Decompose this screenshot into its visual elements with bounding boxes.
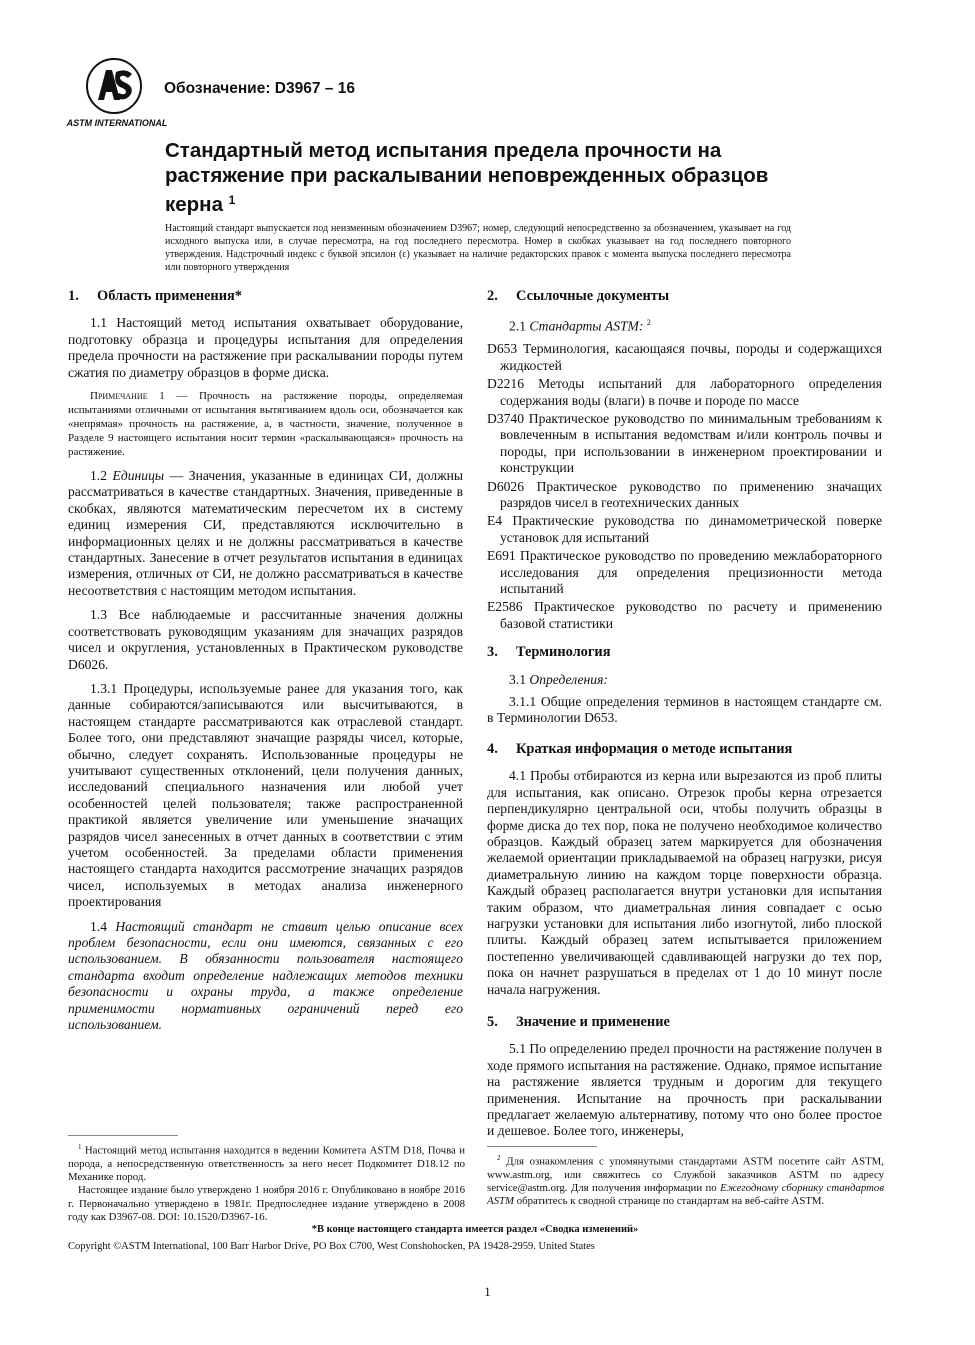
title-text: Стандартный метод испытания предела прочности на растяжение при раскалывании неповрежденных образцов керна (165, 139, 769, 216)
left-column (68, 288, 463, 1033)
copyright: Copyright ©ASTM International, 100 Barr Harbor Drive, PO Box C700, West Conshohocken, PA 19428-2959. United States (68, 1241, 595, 1252)
issuance-note: Настоящий стандарт выпускается под неизменным обозначением D3967; номер, следующий непосредственно за обозначением, указывает на год исходного выпуска или, в случае пересмотра, на год последнего пересмотра. Номер в скобках указывает на год последнего повторного утверждения. Надстрочный индекс с буквой эпсилон (ε) указывает на наличие редакторских правок с момента выпуска последнего пересмотра или повторного утверждения (165, 223, 791, 273)
paragraph-2-1: 2.1 Стандарты ASTM: $^2$ (509, 318, 651, 334)
paragraph-3-1: 3.1 Определения: (509, 671, 608, 687)
reference-item: D653 Терминология, касающаяся почвы, породы и содержащихся жидкостей (487, 341, 882, 373)
note-1: Примечание 1 — Прочность на растяжение породы, определяемая испытаниями отличными от испытания вытягиванием вдоль оси, обозначается как «непрямая» прочность на растяжение, а, в частности, значение, полученное в Разделе 9 настоящего испытания носит термин «раскалывающаяся» прочность на растяжение. (68, 390, 463, 459)
section-5-heading: 5. Значение и применение (487, 1013, 670, 1030)
section-4-heading: 4. Краткая информация о методе испытания (487, 740, 793, 757)
reference-item: E691 Практическое руководство по проведению межлабораторного исследования для определения прецизионности метода испытаний (487, 548, 882, 597)
section-1-heading: 1. Область применения* (68, 288, 242, 304)
reference-item: D6026 Практическое руководство по применению значащих разрядов чисел в геотехнических данных (487, 478, 882, 510)
reference-item: E2586 Практическое руководство по расчету и применению базовой статистики (487, 599, 882, 631)
footnote-rule-left (68, 1135, 178, 1136)
paragraph-1-3: 1.3 Все наблюдаемые и рассчитанные значения должны соответствовать руководящим указаниям для значащих разрядов чисел и округления, установленных в Практическом руководстве D6026. (68, 607, 463, 672)
page-number: 1 (484, 1284, 491, 1299)
footnote-rule-right (487, 1146, 597, 1147)
paragraph-5-1: 5.1 По определению предел прочности на растяжение получен в ходе прямого испытания на растяжение. Однако, прямое испытание на растяжение является трудным и дорогим для текущего применения. Испытание на прочность при раскалывании предлагает желаемую альтернативу, потому что оно более простое и дешевое. Более того, инженеры, (487, 1041, 882, 1139)
title-footnote-mark: 1 (228, 193, 236, 207)
logo-wordmark: ASTM INTERNATIONAL (66, 118, 168, 128)
section-3-heading: 3. Терминология (487, 644, 611, 661)
reference-item: E4 Практические руководства по динамометрической поверке установок для испытаний (487, 513, 882, 545)
document-title (165, 138, 825, 217)
section-2-heading: 2. Ссылочные документы (487, 288, 670, 304)
summary-of-changes-note: *В конце настоящего стандарта имеется раздел «Сводка изменений» (311, 1224, 639, 1235)
paragraph-1-1: 1.1 Настоящий метод испытания охватывает оборудование, подготовку образца и процедуры испытания для определения предела прочности на растяжение при раскалывании породы путем сжатия по диаметру образцов в форме диска. (68, 315, 463, 380)
footnote-2: $^2$ Для ознакомления с упомянутыми стандартами ASTM посетите сайт ASTM, www.astm.org, или свяжитесь со Службой заказчиков ASTM по адресу service@astm.org. Для получения информации по Ежегодному сборнику стандартов ASTM обратитесь к сводной странице по стандартам на веб-сайте ASTM. (487, 1154, 885, 1208)
paragraph-3-1-1: 3.1.1 Общие определения терминов в настоящем стандарте см. в Терминологии D653. (487, 694, 882, 726)
paragraph-4-1: 4.1 Пробы отбираются из керна или вырезаются из проб плиты для испытания, как описано. Отрезок пробы керна отрезается перпендикулярно центральной оси, чтобы получить образцы в форме диска до тех пор, пока не получено необходимое количество образцов. Каждый образец затем маркируется для обозначения желаемой ориентации прикладываемой на образец нагрузки, рисуя диаметральную линию на каждом торце поверхности образца. Каждый образец располагается внутри установки для испытания таким образом, что диаметральная линия совпадает с осью нагрузки установки для испытания либо изогнутой, либо плоской плиты. Каждый образец затем испытывается приложением постепенно увеличивающей сдавливающей нагрузки до тех пор, пока он начнет разрушаться в пределах от 1 до 10 минут после начала нагружения. (487, 768, 882, 997)
paragraph-1-4: 1.4 Настоящий стандарт не ставит целью описание всех проблем безопасности, если они имеются, связанных с его использованием. В обязанности пользователя настоящего стандарта входит определение надлежащих методов техники безопасности и охраны труда, а также определение применимости нормативных ограничений перед его использованием. (68, 918, 463, 1033)
right-column (487, 288, 882, 1140)
reference-item: D2216 Методы испытаний для лабораторного определения содержания воды (влаги) в почве и породе по массе (487, 376, 882, 408)
paragraph-1-3-1: 1.3.1 Процедуры, используемые ранее для указания того, как данные собираются/записываются или высчитываются, в настоящем стандарте рассматриваются как отраслевой стандарт. Более того, они представляют значащие разряды чисел, которые, обычно, следует сохранять. Использованные процедуры не учитывают существенных отклонений, цели получения данных, исследований специального назначения или любой учет особенностей целей пользователя; также распространенной практикой является увеличение или уменьшение значащих разрядов чисел занесенных в отчет данных в соответствии с этим учетом особенностей. За пределами области применения настоящего стандарта находится рассмотрение значащих разрядов чисел, используемых в методах анализа инженерного проектирования (68, 680, 463, 910)
astm-logo (66, 56, 168, 130)
designation: Обозначение: D3967 – 16 (164, 80, 355, 97)
paragraph-1-2: 1.2 Единицы — Значения, указанные в единицах СИ, должны рассматриваться в качестве стандартных. Значения, приведенные в скобках, являются математическим пересчетом их в систему единиц измерения СИ, представляются исключительно в информационных целях и не должны рассматриваться в качестве стандартных. Занесение в отчет результатов испытания в единицах измерения, отличных от СИ, не должно рассматриваться в качестве несоответствия с настоящим методом испытания. (68, 468, 463, 598)
footnote-1: $^1$ Настоящий метод испытания находится в ведении Комитета ASTM D18, Почва и порода, а непосредственную ответственность за него несет Подкомитет D18.12 по Механике пород. Настоящее издание было утверждено 1 ноября 2016 г. Опубликовано в ноябре 2016 г. Первоначально утверждено в 1981г. Предпоследнее издание утверждено в 2008 году как D3967-08. DOI: 10.1520/D3967-16. (68, 1143, 465, 1224)
reference-item: D3740 Практическое руководство по минимальным требованиям к вовлеченным в испытания ведомствам и/или контроль почвы и породы, при использовании в инженерном проектировании и конструкции (487, 410, 882, 476)
